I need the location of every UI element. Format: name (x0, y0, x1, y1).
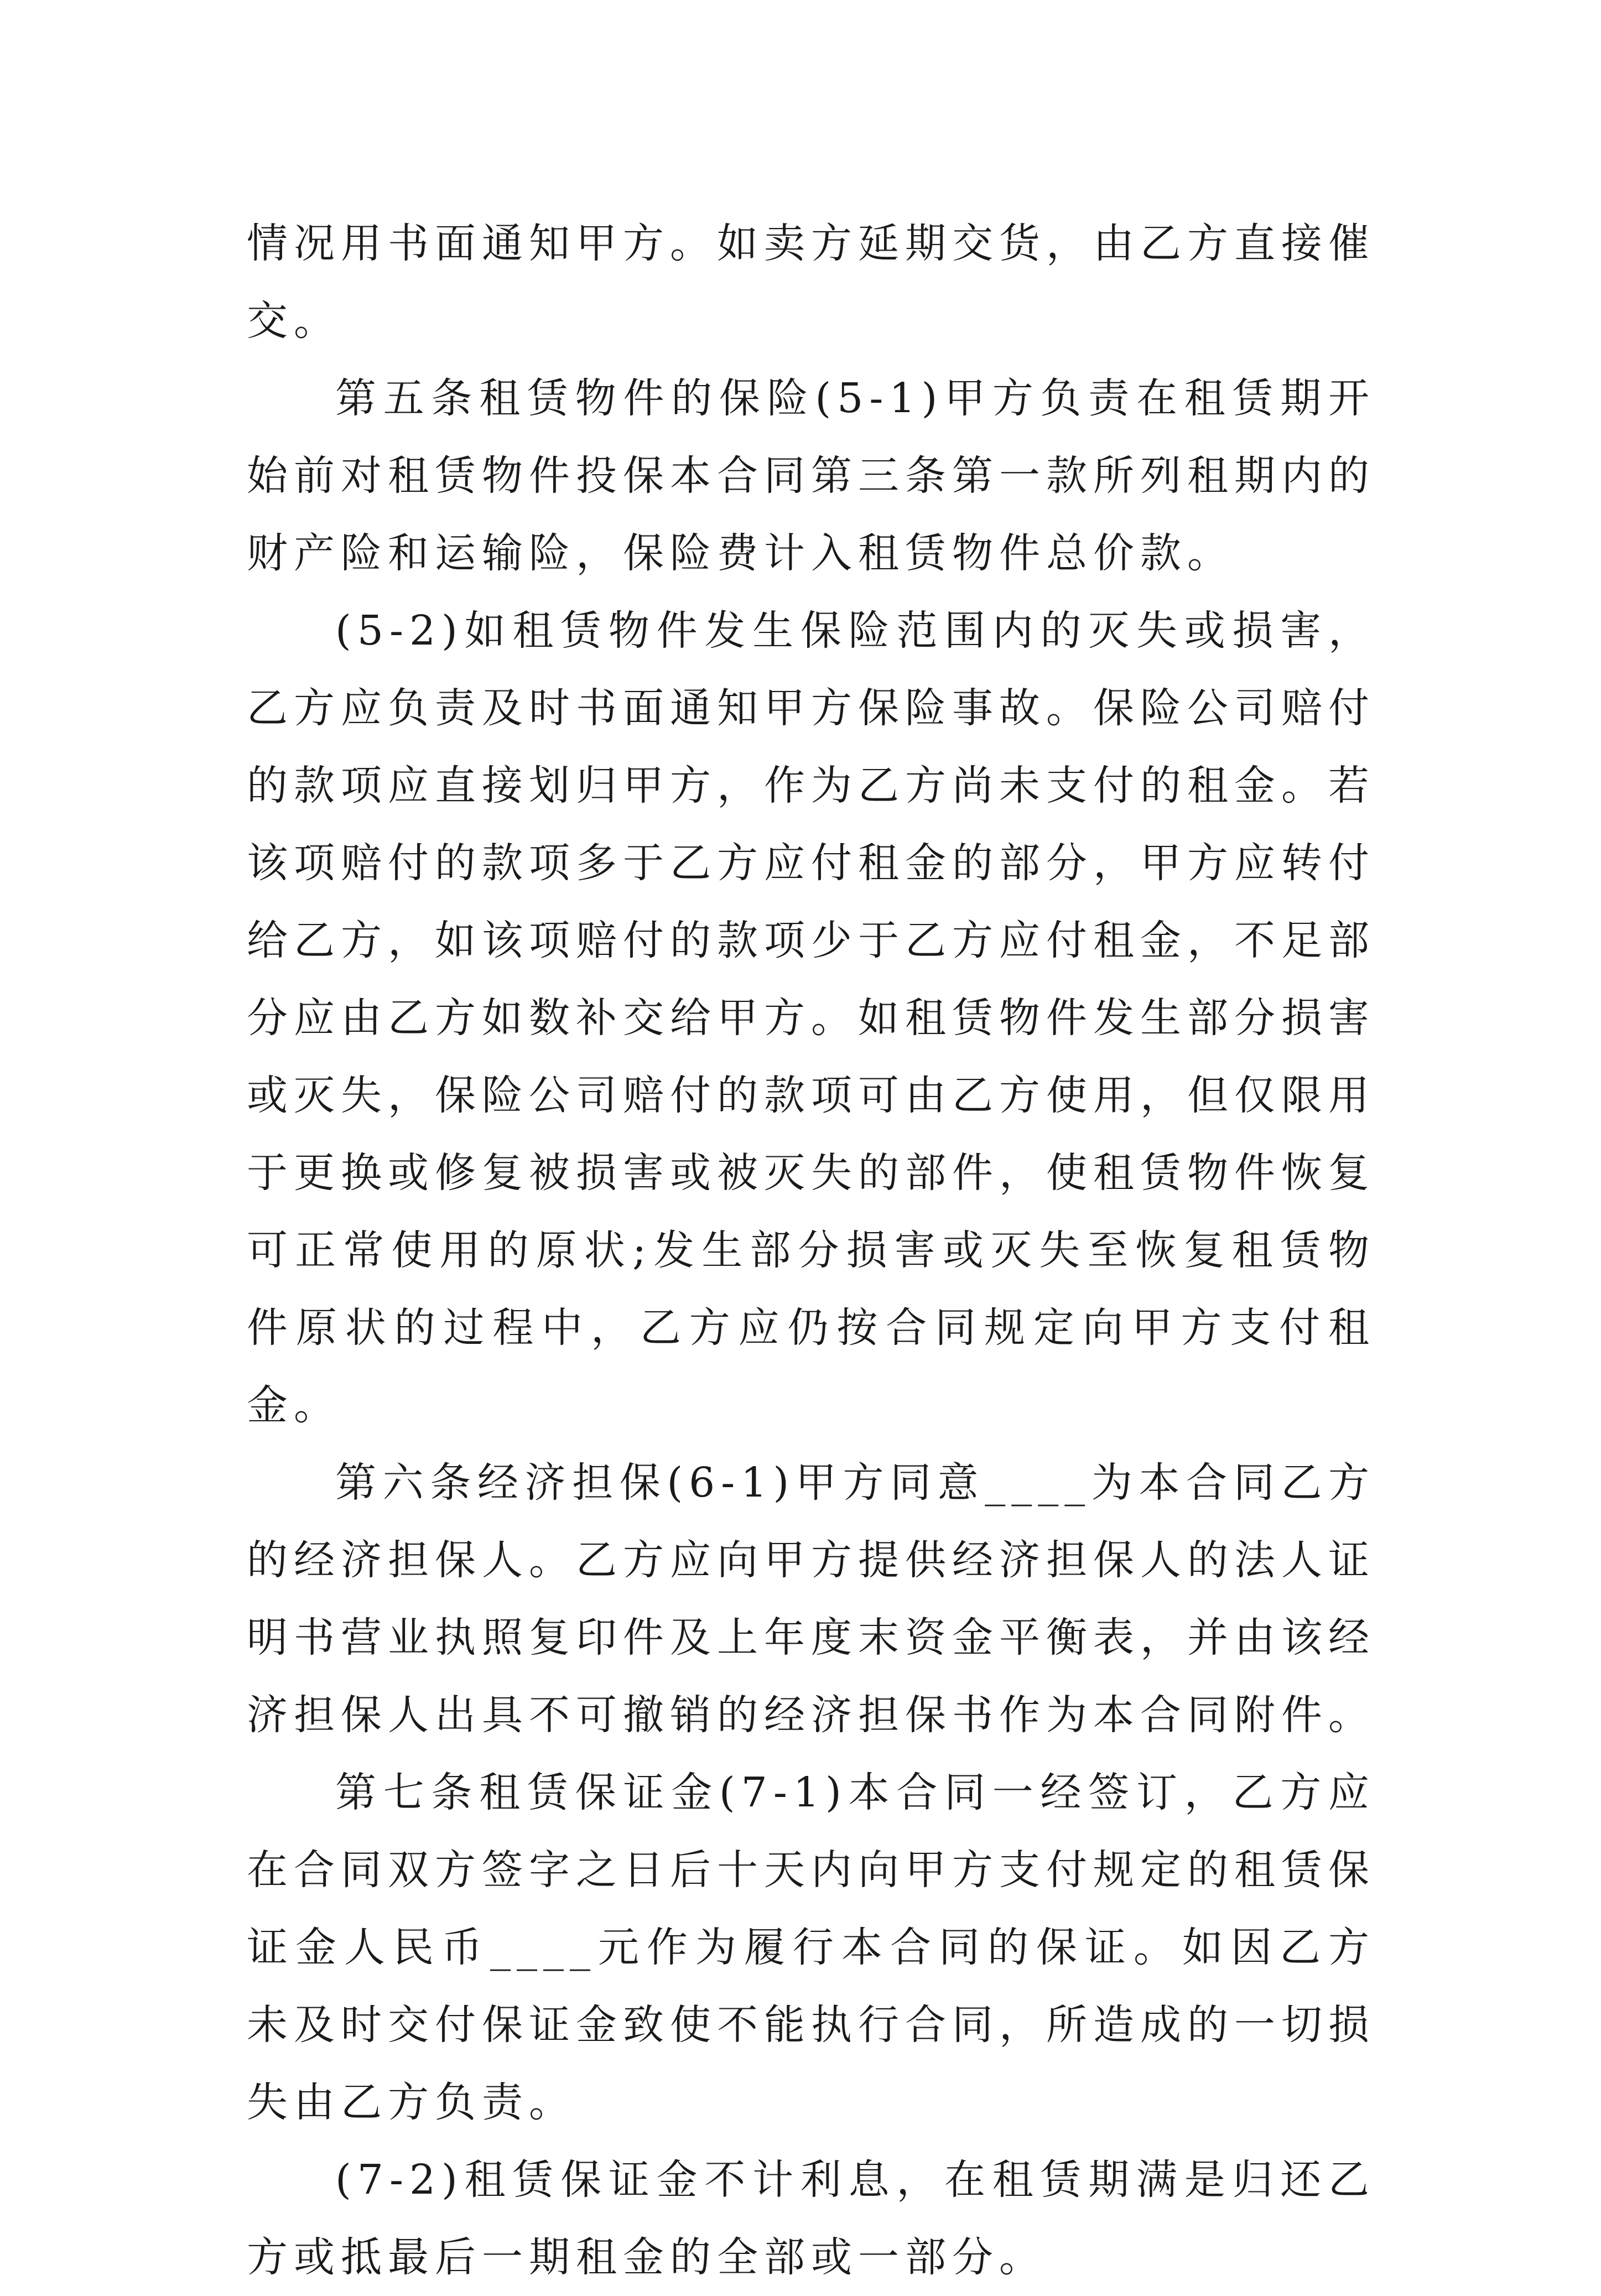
paragraph-5: 第七条租赁保证金(7-1)本合同一经签订，乙方应在合同双方签字之日后十天内向甲方支付规定的租赁保证金人民币____元作为履行本合同的保证。如因乙方未及时交付保证金致使不能执行合同，所造成的一切损失由乙方负责。 (247, 1769, 1375, 2126)
paragraph-6: (7-2)租赁保证金不计利息，在租赁期满是归还乙方或抵最后一期租金的全部或一部分。 (247, 2156, 1375, 2281)
paragraph-3: (5-2)如租赁物件发生保险范围内的灭失或损害，乙方应负责及时书面通知甲方保险事故。保险公司赔付的款项应直接划归甲方，作为乙方尚未支付的租金。若该项赔付的款项多于乙方应付租金的部分，甲方应转付给乙方，如该项赔付的款项少于乙方应付租金，不足部分应由乙方如数补交给甲方。如租赁物件发生部分损害或灭失，保险公司赔付的款项可由乙方使用，但仅限用于更换或修复被损害或被灭失的部件，使租赁物件恢复可正常使用的原状;发生部分损害或灭失至恢复租赁物件原状的过程中，乙方应仍按合同规定向甲方支付租金。 (247, 607, 1375, 1429)
paragraph-4: 第六条经济担保(6-1)甲方同意____为本合同乙方的经济担保人。乙方应向甲方提供经济担保人的法人证明书营业执照复印件及上年度末资金平衡表，并由该经济担保人出具不可撤销的经济担保书作为本合同附件。 (247, 1459, 1375, 1739)
document-body (247, 205, 1375, 2296)
paragraph-2: 第五条租赁物件的保险(5-1)甲方负责在租赁期开始前对租赁物件投保本合同第三条第一款所列租期内的财产险和运输险，保险费计入租赁物件总价款。 (247, 375, 1375, 577)
paragraph-1: 情况用书面通知甲方。如卖方延期交货，由乙方直接催交。 (247, 220, 1375, 345)
